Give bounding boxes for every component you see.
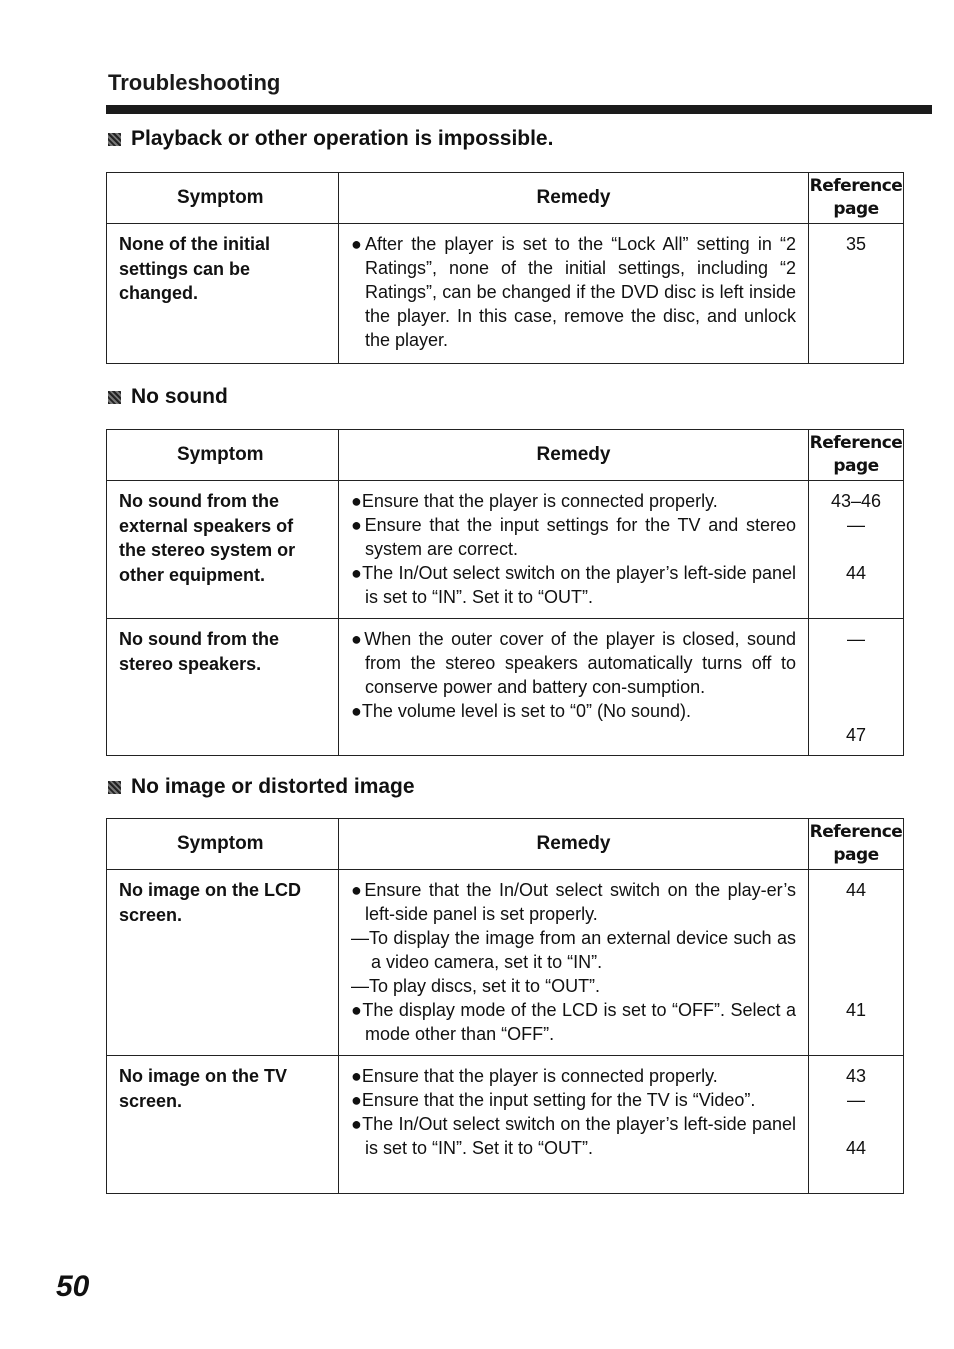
- troubleshooting-table: [106, 818, 904, 1194]
- remedy-subitem: —To display the image from an external device such as a video camera, set it to “IN”.: [351, 928, 796, 972]
- section-title-text: No image or distorted image: [131, 775, 415, 798]
- remedy-item: ●The In/Out select switch on the player’s left-side panel is set to “IN”. Set it to “OUT”.: [351, 563, 796, 607]
- section-title: [108, 127, 553, 151]
- reference-page: [809, 974, 903, 998]
- page-number: 50: [56, 1270, 90, 1303]
- remedy-item: ●The display mode of the LCD is set to “OFF”. Select a mode other than “OFF”.: [351, 1000, 796, 1044]
- symptom-cell: No sound from the stereo speakers.: [107, 619, 339, 756]
- reference-header: Reference page: [809, 430, 904, 481]
- reference-cell: [809, 619, 904, 756]
- symptom-header: Symptom: [107, 819, 339, 870]
- remedy-header: Remedy: [339, 430, 809, 481]
- table-row: [107, 224, 904, 364]
- section-title-text: No sound: [131, 385, 228, 408]
- reference-page: 44: [845, 1138, 867, 1158]
- reference-page: [809, 950, 903, 974]
- reference-page: [809, 537, 903, 561]
- reference-page: 44: [845, 880, 867, 900]
- section-title-text: Playback or other operation is impossible.: [131, 127, 554, 150]
- table-header-row: [107, 173, 904, 224]
- reference-page: 41: [845, 1000, 867, 1020]
- table-header-row: [107, 819, 904, 870]
- symptom-header: Symptom: [107, 430, 339, 481]
- remedy-header: Remedy: [339, 819, 809, 870]
- table-row: [107, 1056, 904, 1194]
- square-bullet-icon: [108, 781, 121, 794]
- remedy-item: ●Ensure that the In/Out select switch on the play-er’s left-side panel is set properly.: [351, 880, 796, 924]
- table-row: [107, 870, 904, 1056]
- remedy-item: ●The In/Out select switch on the player’s left-side panel is set to “IN”. Set it to “OUT”.: [351, 1114, 796, 1158]
- reference-header: Reference page: [809, 173, 904, 224]
- table-row: [107, 619, 904, 756]
- reference-page: —: [847, 629, 865, 649]
- reference-cell: [809, 224, 904, 364]
- page-header-title: Troubleshooting: [108, 70, 281, 95]
- remedy-cell: [339, 1056, 809, 1194]
- reference-page: 43–46: [830, 491, 882, 511]
- remedy-cell: [339, 619, 809, 756]
- symptom-cell: No image on the LCD screen.: [107, 870, 339, 1056]
- remedy-item: ●When the outer cover of the player is closed, sound from the stereo speakers automatically turns off to conserve power and battery con-sumption.: [351, 629, 796, 697]
- reference-page: —: [847, 1090, 865, 1110]
- header-rule: [106, 105, 932, 114]
- reference-page: 35: [845, 234, 867, 254]
- reference-page: 43: [845, 1066, 867, 1086]
- table-row: [107, 481, 904, 619]
- troubleshooting-table: [106, 172, 904, 364]
- symptom-cell: No sound from the external speakers of the stereo system or other equipment.: [107, 481, 339, 619]
- reference-page: [809, 902, 903, 926]
- section-title: [108, 385, 228, 409]
- troubleshooting-table: [106, 429, 904, 756]
- reference-cell: [809, 1056, 904, 1194]
- reference-page: [809, 675, 903, 699]
- reference-page: [809, 699, 903, 723]
- remedy-item: ●Ensure that the player is connected properly.: [351, 1066, 718, 1086]
- remedy-cell: [339, 224, 809, 364]
- remedy-item: ●Ensure that the input settings for the TV and stereo system are correct.: [351, 515, 796, 559]
- symptom-cell: None of the initial settings can be changed.: [107, 224, 339, 364]
- reference-page: [809, 926, 903, 950]
- table-header-row: [107, 430, 904, 481]
- remedy-cell: [339, 870, 809, 1056]
- remedy-item: ●Ensure that the player is connected properly.: [351, 491, 718, 511]
- square-bullet-icon: [108, 133, 121, 146]
- remedy-item: ●After the player is set to the “Lock All” setting in “2 Ratings”, none of the initial settings, including “2 Ratings”, can be changed if the DVD disc is left inside the player. In this case, remove the disc, and unlock the player.: [351, 234, 796, 350]
- reference-header: Reference page: [809, 819, 904, 870]
- reference-page: [809, 1112, 903, 1136]
- remedy-item: ●Ensure that the input setting for the TV is “Video”.: [351, 1090, 756, 1110]
- reference-page: 47: [845, 725, 867, 745]
- symptom-header: Symptom: [107, 173, 339, 224]
- reference-cell: [809, 870, 904, 1056]
- remedy-header: Remedy: [339, 173, 809, 224]
- square-bullet-icon: [108, 391, 121, 404]
- remedy-item: ●The volume level is set to “0” (No sound).: [351, 701, 692, 721]
- symptom-cell: No image on the TV screen.: [107, 1056, 339, 1194]
- remedy-subitem: —To play discs, set it to “OUT”.: [351, 976, 601, 996]
- section-title: [108, 775, 415, 799]
- reference-page: 44: [845, 563, 867, 583]
- reference-page: [809, 651, 903, 675]
- remedy-cell: [339, 481, 809, 619]
- reference-cell: [809, 481, 904, 619]
- reference-page: —: [847, 515, 865, 535]
